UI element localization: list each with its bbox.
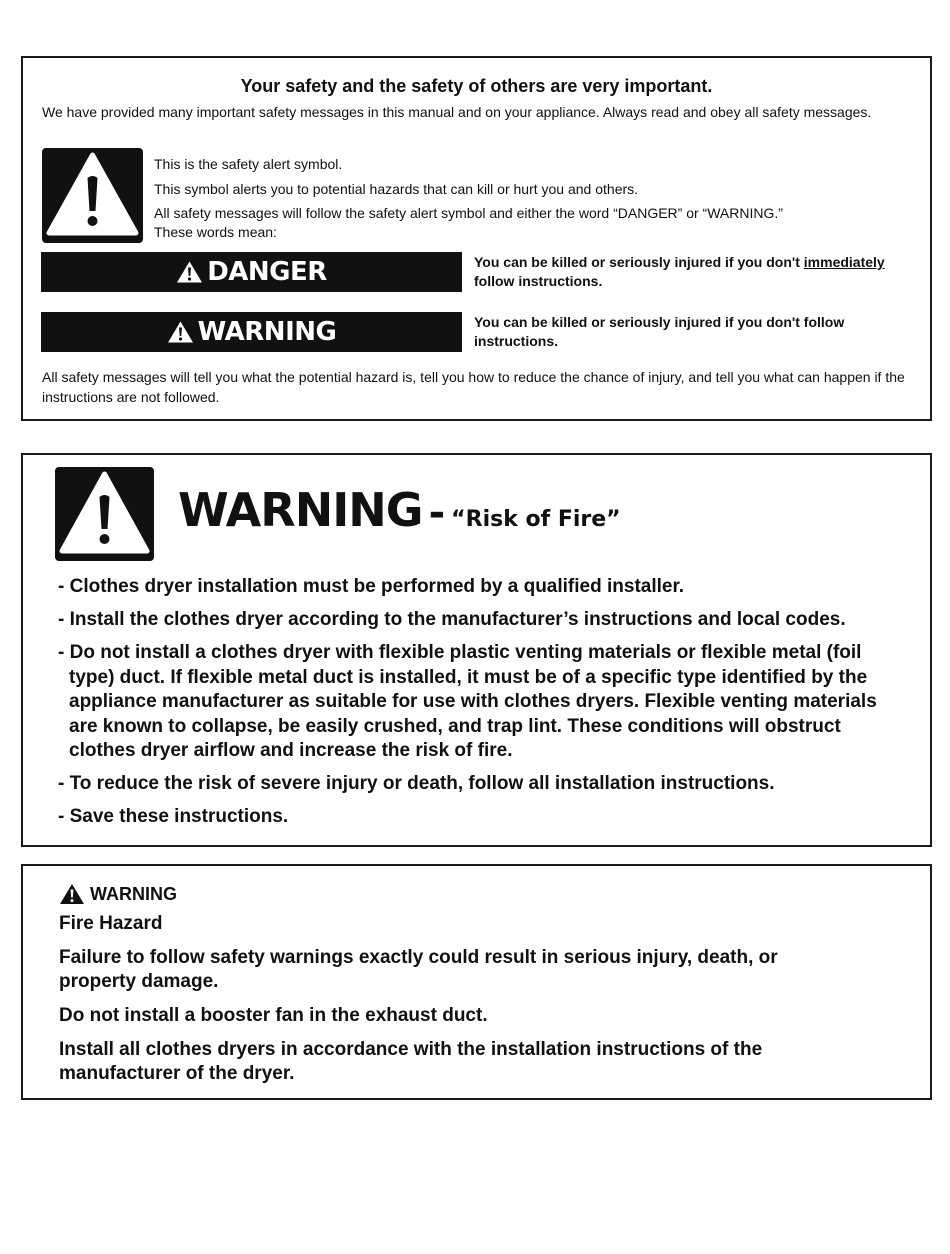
safety-info-box xyxy=(21,56,932,421)
hazard-line: Failure to follow safety warnings exactly could result in serious injury, death, or property damage. xyxy=(59,947,778,992)
fire-hazard-box xyxy=(21,864,932,1100)
safety-title: Your safety and the safety of others are very important. xyxy=(240,76,713,96)
danger-label: DANGER xyxy=(207,257,327,287)
warning-triangle-icon xyxy=(59,883,85,905)
list-item: - Do not install a clothes dryer with flexible plastic venting materials or flexible metal (foil type) duct. If flexible metal duct is installed, it must be of a specific type identified by the appliance manufacturer as suitable for use with clothes dryers. Flexible venting materials are known to collapse, be easily crushed, and trap lint. These conditions will obstruct clothes dryer airflow and increase the risk of fire. xyxy=(58,642,877,761)
fire-warning-heading xyxy=(178,483,621,537)
hazard-heading: Fire Hazard xyxy=(59,913,163,934)
alert-line: This symbol alerts you to potential hazards that can kill or hurt you and others. xyxy=(154,180,639,197)
heading-dash: - xyxy=(428,490,446,536)
safety-alert-icon xyxy=(42,148,143,243)
fire-warning-box xyxy=(21,453,932,847)
warning-label: WARNING xyxy=(197,317,337,347)
hazard-line: Install all clothes dryers in accordance with the installation instructions of the manufacturer of the dryer. xyxy=(59,1039,763,1084)
fire-hazard-text xyxy=(59,882,859,1096)
warning-triangle-icon xyxy=(167,320,194,344)
danger-banner xyxy=(41,252,462,292)
list-item: - Save these instructions. xyxy=(58,806,289,827)
safety-footer: All safety messages will tell you what the potential hazard is, tell you how to reduce the chance of injury, and tell you what can happen if the instructions are not followed. xyxy=(42,369,905,405)
list-item: - Install the clothes dryer according to the manufacturer’s instructions and local codes. xyxy=(58,609,846,630)
warning-definition: You can be killed or seriously injured if you don't follow instructions. xyxy=(474,314,845,349)
danger-definition: You can be killed or seriously injured if you don't immediately follow instructions. xyxy=(474,254,885,289)
risk-of-fire-subtitle: “Risk of Fire” xyxy=(451,507,621,532)
hazard-line: Do not install a booster fan in the exhaust duct. xyxy=(59,1005,488,1026)
safety-intro: We have provided many important safety messages in this manual and on your appliance. Always read and obey all safety messages. xyxy=(42,104,872,120)
list-item: - To reduce the risk of severe injury or death, follow all installation instructions. xyxy=(58,773,775,794)
alert-line: All safety messages will follow the safety alert symbol and either the word “DANGER” or “WARNING.” xyxy=(154,205,783,221)
fire-warning-list xyxy=(58,575,908,838)
safety-alert-icon xyxy=(55,467,154,561)
warning-label: WARNING xyxy=(90,884,177,904)
alert-line: These words mean: xyxy=(154,223,277,240)
emphasis-immediately: immediately xyxy=(803,254,885,270)
list-item: - Clothes dryer installation must be performed by a qualified installer. xyxy=(58,576,685,597)
warning-heading xyxy=(59,882,859,906)
alert-symbol-description xyxy=(154,154,894,242)
warning-banner xyxy=(41,312,462,352)
warning-triangle-icon xyxy=(176,260,203,284)
warning-word: WARNING xyxy=(178,483,423,537)
alert-line: This is the safety alert symbol. xyxy=(154,156,343,172)
